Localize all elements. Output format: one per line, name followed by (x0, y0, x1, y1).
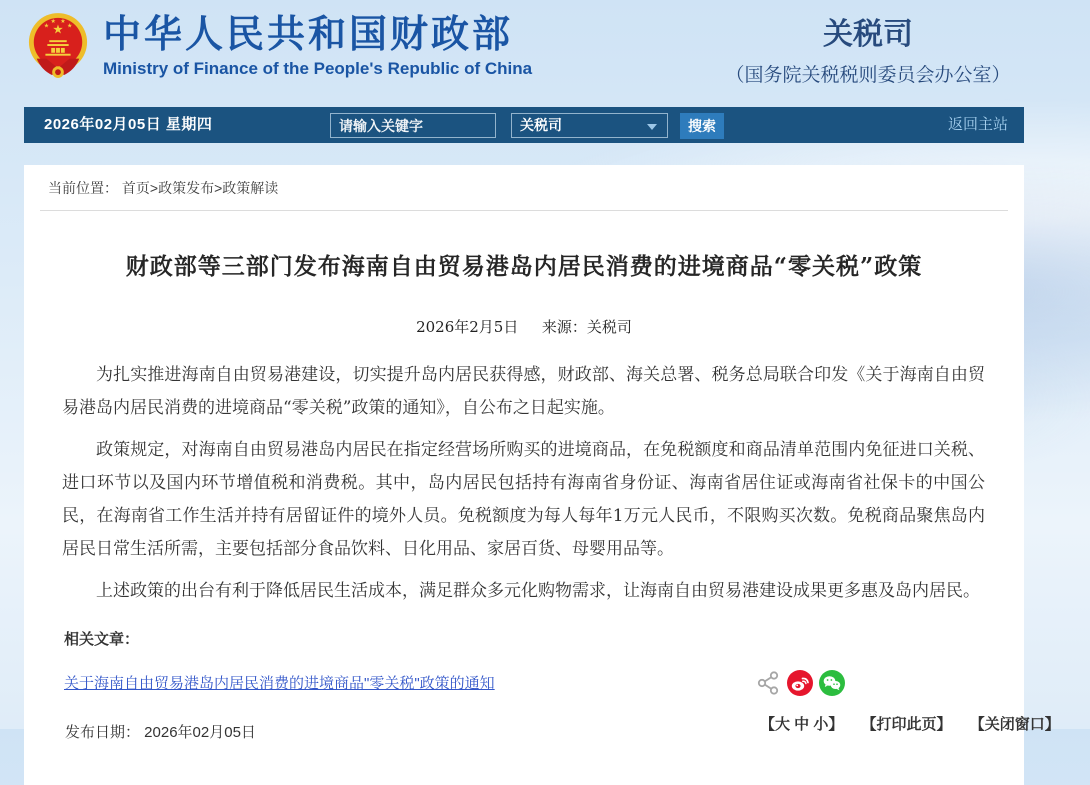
svg-text:★: ★ (43, 23, 49, 30)
weibo-icon[interactable] (787, 670, 813, 701)
article-date: 2026年2月5日 (416, 318, 519, 336)
article-source: 来源：关税司 (541, 318, 632, 336)
breadcrumb-divider (40, 210, 1008, 211)
article-title: 财政部等三部门发布海南自由贸易港岛内居民消费的进境商品“零关税”政策 (125, 253, 923, 280)
breadcrumb-label: 当前位置： (48, 180, 118, 196)
article-body (62, 359, 985, 608)
search-scope-value: 关税司 (520, 117, 562, 133)
search-button[interactable]: 搜索 (680, 113, 724, 139)
share-icon[interactable] (757, 670, 781, 701)
svg-text:★: ★ (50, 18, 56, 25)
svg-text:★: ★ (52, 22, 64, 37)
wechat-icon[interactable] (819, 670, 845, 701)
article-meta (24, 316, 1024, 337)
breadcrumb-path[interactable]: 首页>政策发布>政策解读 (121, 180, 279, 196)
publish-date: 发布日期： 2026年02月05日 (65, 724, 256, 741)
search-scope-select[interactable] (511, 113, 668, 138)
search-input[interactable] (330, 113, 496, 138)
svg-text:★: ★ (60, 18, 66, 25)
chevron-down-icon (647, 124, 657, 130)
navbar (24, 107, 1024, 143)
article-paragraph: 上述政策的出台有利于降低居民生活成本，满足群众多元化购物需求，让海南自由贸易港建设成果更多惠及岛内居民。 (96, 581, 980, 601)
related-article-link[interactable]: 关于海南自由贸易港岛内居民消费的进境商品"零关税"政策的通知 (64, 675, 495, 692)
department-name: 关税司 (823, 18, 913, 51)
article-paragraph: 政策规定，对海南自由贸易港岛内居民在指定经营场所购买的进境商品，在免税额度和商品清单范围内免征进口关税、进口环节以及国内环节增值税和消费税。其中，岛内居民包括持有海南省身份证、海南省居住证或海南省社保卡的中国公民，在海南省工作生活并持有居留证件的境外人员。免税额度为每人每年1万元人民币，不限购买次数。免税商品聚焦岛内居民日常生活所需，主要包括部分食品饮料、日化用品、家居百货、母婴用品等。 (62, 440, 985, 559)
national-emblem-icon (27, 10, 89, 87)
department-subname: （国务院关税税则委员会办公室） (725, 65, 1011, 86)
article-paragraph: 为扎实推进海南自由贸易港建设，切实提升岛内居民获得感，财政部、海关总署、税务总局联合印发《关于海南自由贸易港岛内居民消费的进境商品“零关税”政策的通知》，自公布之日起实施。 (62, 365, 985, 418)
site-subtitle: Ministry of Finance of the People's Republic of China (103, 59, 533, 78)
font-size-control[interactable]: 【大 中 小】 (760, 716, 844, 733)
current-date: 2026年02月05日 星期四 (44, 116, 213, 133)
return-home-link[interactable]: 返回主站 (947, 116, 1008, 133)
print-page-button[interactable]: 【打印此页】 (861, 716, 952, 733)
related-articles-label: 相关文章： (64, 631, 140, 648)
close-window-button[interactable]: 【关闭窗口】 (969, 716, 1060, 733)
breadcrumb (24, 165, 1024, 210)
site-title: 中华人民共和国财政部 (103, 14, 514, 56)
share-toolbar (757, 670, 851, 701)
svg-text:★: ★ (67, 23, 73, 30)
content-panel (24, 165, 1060, 785)
page-actions (760, 713, 1074, 734)
site-header (0, 0, 1090, 105)
